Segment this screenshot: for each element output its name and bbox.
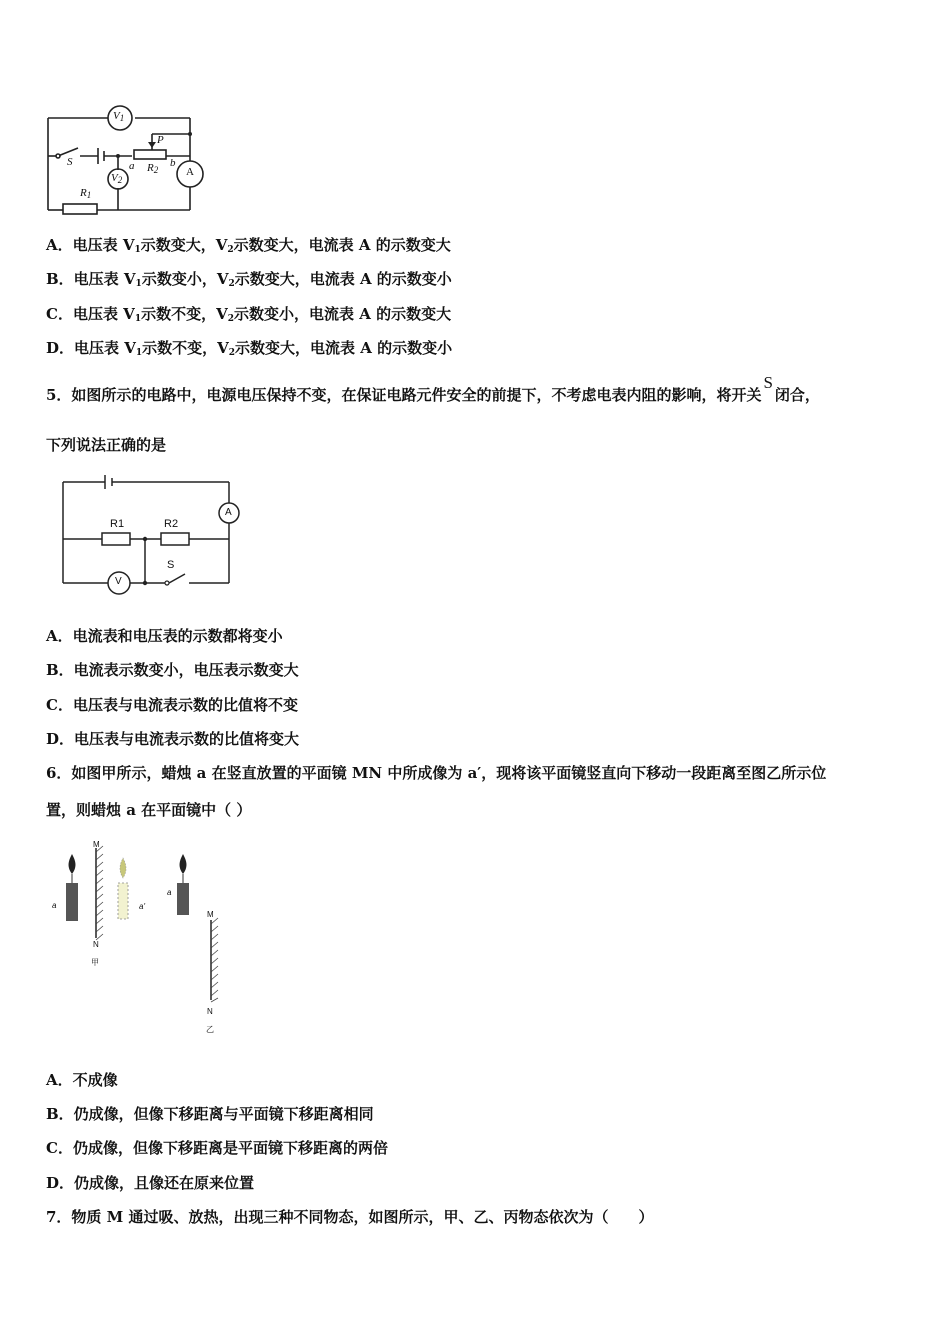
q6-fig-candle-a-label-yi: a: [167, 888, 172, 897]
q5-option-a: A．电流表和电压表的示数都将变小: [46, 627, 283, 645]
q5-fig-s-label: S: [167, 559, 175, 571]
q4-fig-v1-label: $V_1$: [113, 110, 125, 123]
q6-fig-image-a-label: a': [139, 902, 145, 911]
q6-fig-m-label-yi: M: [207, 910, 214, 919]
q6-option-d: D．仍成像，且像还在原来位置: [46, 1174, 255, 1192]
q5-option-c: C．电压表与电流表示数的比值将不变: [46, 696, 298, 714]
q4-fig-p-label: P: [157, 134, 164, 146]
q4-option-c: C．电压表 $V_1$示数不变，$V_2$示数变小，电流表 A 的示数变大: [46, 305, 452, 324]
q5-fig-v-label: V: [115, 576, 122, 587]
q5-option-b: B．电流表示数变小，电压表示数变大: [46, 661, 299, 679]
q6-option-b: B．仍成像，但像下移距离与平面镜下移距离相同: [46, 1105, 374, 1123]
q6-fig-n-label-jia: N: [93, 940, 99, 949]
q4-fig-r1-label: $R_1$: [80, 187, 92, 200]
q5-fig-a-label: A: [225, 507, 232, 518]
q6-fig-jia-label: 甲: [91, 958, 99, 967]
q5-stem-line2: 下列说法正确的是: [46, 436, 167, 454]
q6-fig-candle-a-label: a: [52, 901, 57, 910]
q6-option-c: C．仍成像，但像下移距离是平面镜下移距离的两倍: [46, 1139, 388, 1157]
q4-fig-a-label: A: [186, 166, 194, 178]
q4-fig-s-label: S: [67, 156, 73, 168]
q5-circuit-diagram: [55, 470, 255, 595]
q4-fig-a-point-label: a: [129, 160, 135, 172]
q5-stem-line1: 5．如图所示的电路中，电源电压保持不变，在保证电路元件安全的前提下，不考虑电表内阻的影响，将开关S闭合，: [46, 373, 820, 404]
q4-option-a: A．电压表 $V_1$示数变大，$V_2$示数变大，电流表 A 的示数变大: [46, 236, 451, 255]
q6-fig-m-label-jia: M: [93, 840, 100, 849]
q4-fig-b-point-label: b: [170, 157, 176, 169]
q6-option-a: A．不成像: [46, 1071, 118, 1089]
q5-option-d: D．电压表与电流表示数的比值将变大: [46, 730, 300, 748]
q4-option-b: B．电压表 $V_1$示数变小，$V_2$示数变大，电流表 A 的示数变小: [46, 270, 452, 289]
q4-fig-r2-label: $R_2$: [147, 162, 159, 175]
q6-fig-n-label-yi: N: [207, 1007, 213, 1016]
q6-stem-line1: 6．如图甲所示，蜡烛 a 在竖直放置的平面镜 MN 中所成像为 a′，现将该平面镜竖直向下移动一段距离至图乙所示位: [46, 764, 827, 782]
q4-fig-v2-label: $V_2$: [111, 172, 123, 185]
q5-fig-r2-label: R2: [164, 518, 179, 530]
q5-fig-r1-label: R1: [110, 518, 125, 530]
q4-option-d: D．电压表 $V_1$示数不变，$V_2$示数变大，电流表 A 的示数变小: [46, 339, 453, 358]
q6-stem-line2: 置，则蜡烛 a 在平面镜中（ ）: [46, 801, 252, 819]
q6-fig-yi-label: 乙: [206, 1025, 214, 1034]
q7-stem: 7．物质 M 通过吸、放热，出现三种不同物态，如图所示，甲、乙、丙物态依次为（ ）: [46, 1208, 654, 1226]
